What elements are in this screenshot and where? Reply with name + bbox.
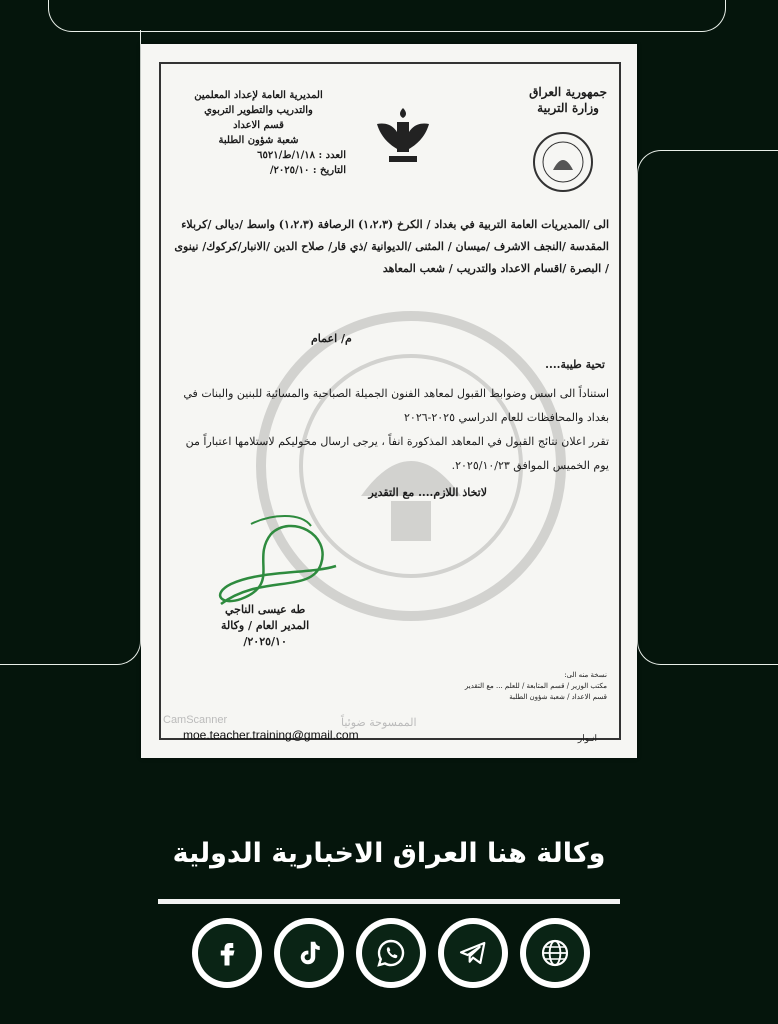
signer-name: طه عيسى الناجي	[224, 603, 306, 616]
tiktok-button[interactable]	[274, 918, 344, 988]
whatsapp-icon	[375, 937, 407, 969]
tiktok-icon	[294, 938, 324, 968]
signer-date: ٢٠٢٥/١٠/	[243, 635, 287, 648]
scanner-watermark: CamScanner	[163, 714, 228, 726]
iraq-eagle-emblem-icon	[373, 102, 433, 172]
copy-item: قسم الاعداد / شعبة شؤون الطلبة	[509, 693, 607, 701]
frame-line-right	[637, 150, 778, 665]
header-republic: جمهورية العراق	[529, 85, 607, 99]
copy-item: مكتب الوزير / قسم المتابعة / للعلم ... مع التقدير	[464, 682, 607, 690]
agency-brand-name: وكالة هنا العراق الاخبارية الدولية	[172, 838, 606, 869]
letter-body	[169, 382, 609, 478]
website-button[interactable]	[520, 918, 590, 988]
scanner-watermark-arabic: الممسوحة ضوئياً	[341, 716, 417, 729]
closing-line: لاتخاذ اللازم.... مع التقدير	[368, 486, 487, 499]
body-paragraph-2: تقرر اعلان نتائج القبول في المعاهد المذكورة انفاً ، يرجى ارسال مخوليكم لاستلامها اعتباراً من يوم الخميس الموافق ٢٠٢٥/١٠/٢٣.	[185, 435, 609, 472]
reference-number: العدد : ١/١٨/ط/٦٥٢١	[257, 150, 346, 161]
copy-to-block	[465, 670, 607, 703]
facebook-icon	[212, 938, 242, 968]
signer-block	[221, 602, 309, 650]
directorate-line-3: قسم الاعداد	[233, 120, 284, 131]
scanned-document	[141, 44, 637, 758]
directorate-line-1: المديرية العامة لإعداد المعلمين	[194, 90, 323, 101]
reference-date: التاريخ : ٢٠٢٥/١٠/	[269, 165, 346, 176]
brand-underline	[158, 899, 620, 904]
body-paragraph-1: استناداً الى اسس وضوابط القبول لمعاهد الفنون الجميلة الصباحية والمسائية للبنين والبنات في بغداد والمحافظات للعام الدراسي ٢٠٢٥-٢٠٢٦	[183, 387, 609, 424]
copy-heading: نسخة منه الى:	[564, 671, 607, 679]
green-signature	[201, 504, 341, 614]
recipients-list: الى /المديريات العامة التربية في بغداد / الكرخ (١،٢،٣) الرصافة (١،٢،٣) واسط /ديالى /كربلاء المقدسة /النجف الاشرف /ميسان / المثنى /الديوانية /ذي قار/ صلاح الدين /الانبار/كركوك/ نينوى / البصرة /اقسام الاعداد والتدريب / شعب المعاهد	[174, 218, 609, 275]
header-ministry	[529, 84, 607, 116]
telegram-icon	[457, 937, 489, 969]
frame-line-left	[0, 30, 141, 665]
ministry-logo-icon	[531, 130, 595, 194]
directorate-line-4: شعبة شؤون الطلبة	[218, 135, 299, 146]
signer-title: المدير العام / وكالة	[221, 619, 310, 632]
globe-icon	[539, 937, 571, 969]
greeting: تحية طيبة....	[545, 358, 605, 371]
directorate-line-2: والتدريب والتطوير التربوي	[204, 105, 313, 116]
contact-email[interactable]: moe.teacher.training@gmail.com	[183, 728, 359, 742]
whatsapp-button[interactable]	[356, 918, 426, 988]
header-ministry-name: وزارة التربية	[537, 101, 599, 115]
facebook-button[interactable]	[192, 918, 262, 988]
subject-line: م/ اعمام	[311, 332, 352, 345]
frame-line-top	[48, 0, 726, 32]
typist-initials: انـوار	[577, 734, 597, 744]
telegram-button[interactable]	[438, 918, 508, 988]
header-directorate	[171, 88, 346, 178]
social-icons-row	[192, 918, 590, 988]
